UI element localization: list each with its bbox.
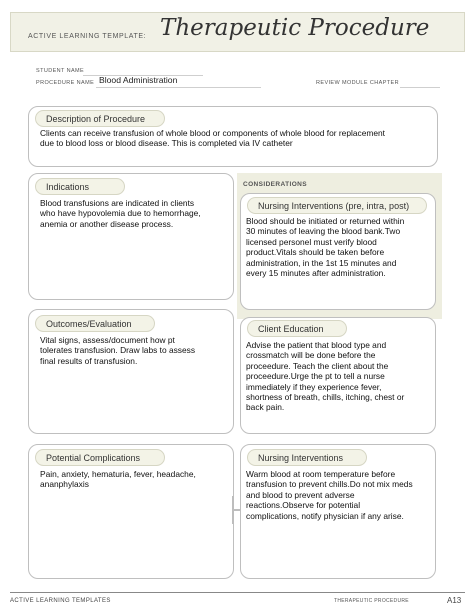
review-module-label: REVIEW MODULE CHAPTER bbox=[316, 80, 399, 86]
nursing-interventions-bottom-label: Nursing Interventions bbox=[247, 449, 367, 466]
potential-complications-label: Potential Complications bbox=[35, 449, 165, 466]
description-label: Description of Procedure bbox=[35, 110, 165, 127]
client-education-label: Client Education bbox=[247, 320, 347, 337]
potential-complications-text[interactable]: Pain, anxiety, hematuria, fever, headache, ananphylaxis bbox=[40, 469, 196, 490]
indications-text[interactable]: Blood transfusions are indicated in clients who have hypovolemia due to hemorrhage, anemia or another disease process. bbox=[40, 198, 201, 229]
outcomes-label: Outcomes/Evaluation bbox=[35, 315, 155, 332]
review-module-field[interactable] bbox=[400, 87, 440, 88]
indications-label: Indications bbox=[35, 178, 125, 195]
connector-bracket bbox=[232, 496, 234, 524]
nursing-interventions-top-text[interactable]: Blood should be initiated or returned within 30 minutes of leaving the blood bank.Two licensed personel must verify blood product.Vitals should be taken before administration, in the 1st 15 minutes and every 15 minutes after administration. bbox=[246, 216, 405, 279]
footer-code: A13 bbox=[447, 596, 462, 605]
outcomes-text[interactable]: Vital signs, assess/document how pt tolerates transfusion. Draw labs to assess final results of transfusion. bbox=[40, 335, 196, 366]
nursing-interventions-top-label: Nursing Interventions (pre, intra, post) bbox=[247, 197, 427, 214]
client-education-text[interactable]: Advise the patient that blood type and crossmatch will be done before the proceedure. Teach the client about the proceedure.Urge the pt to tell a nurse immediately if they experience fever, shortness of breath, chills, itching, chest or back pain. bbox=[246, 340, 405, 413]
footer-divider bbox=[10, 592, 465, 593]
template-label: ACTIVE LEARNING TEMPLATE: bbox=[28, 33, 147, 40]
procedure-name-value: Blood Administration bbox=[99, 75, 178, 85]
procedure-name-field[interactable] bbox=[96, 87, 261, 88]
description-text[interactable]: Clients can receive transfusion of whole blood or components of whole blood for replacement due to blood loss or blood disease. This is completed via IV catheter bbox=[40, 128, 385, 149]
student-name-label: STUDENT NAME bbox=[36, 68, 85, 74]
nursing-interventions-bottom-text[interactable]: Warm blood at room temperature before transfusion to prevent chills.Do not mix meds and blood to prevent adverse reactions.Observe for potential complications, notify physician if any arise. bbox=[246, 469, 413, 521]
footer-left-label: ACTIVE LEARNING TEMPLATES bbox=[10, 598, 111, 604]
footer-right-label: THERAPEUTIC PROCEDURE bbox=[334, 598, 409, 604]
page-title: Therapeutic Procedure bbox=[160, 15, 430, 41]
considerations-label: CONSIDERATIONS bbox=[243, 181, 307, 188]
procedure-name-label: PROCEDURE NAME bbox=[36, 80, 95, 86]
